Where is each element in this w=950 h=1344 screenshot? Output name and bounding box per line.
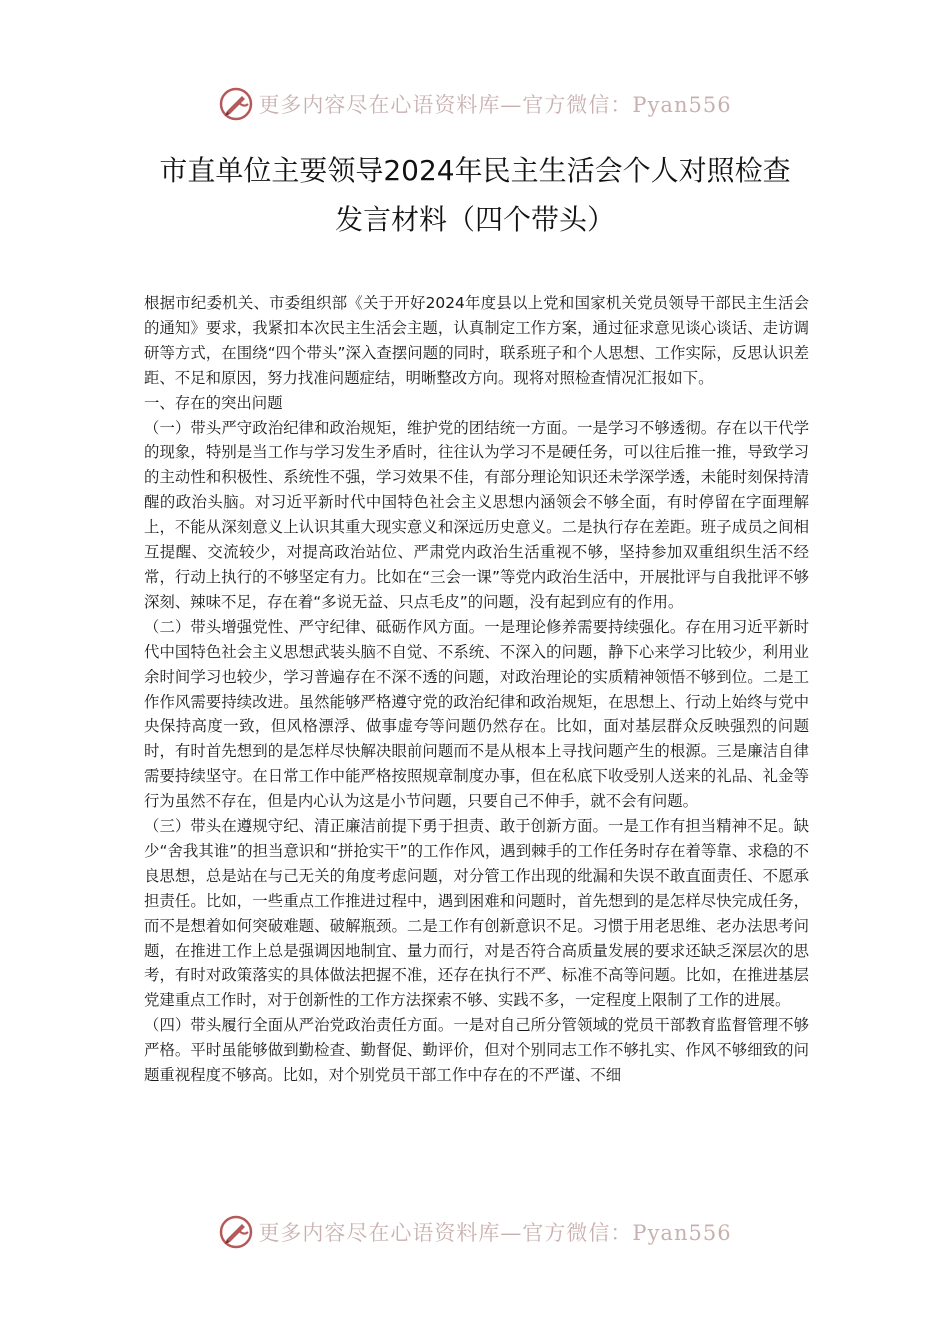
document-body (144, 291, 809, 1088)
pen-logo-icon (218, 86, 254, 122)
body-paragraph: （一）带头严守政治纪律和政治规矩，维护党的团结统一方面。一是学习不够透彻。存在以干代学的现象，特别是当工作与学习发生矛盾时，往往认为学习不是硬任务，可以往后推一推，导致学习的主动性和积极性、系统性不强，学习效果不佳，有部分理论知识还未学深学透，未能时刻保持清醒的政治头脑。对习近平新时代中国特色社会主义思想内涵领会不够全面，有时停留在字面理解上，不能从深刻意义上认识其重大现实意义和深远历史意义。二是执行存在差距。班子成员之间相互提醒、交流较少，对提高政治站位、严肃党内政治生活重视不够，坚持参加双重组织生活不经常，行动上执行的不够坚定有力。比如在“三会一课”等党内政治生活中，开展批评与自我批评不够深刻、辣味不足，存在着“多说无益、只点毛皮”的问题，没有起到应有的作用。 (144, 418, 809, 611)
document-title-line-2: 发言材料（四个带头） (334, 203, 615, 236)
section-heading: 一、存在的突出问题 (144, 393, 283, 412)
watermark-footer (0, 1212, 950, 1252)
pen-logo-icon (218, 1214, 254, 1250)
body-paragraph: （四）带头履行全面从严治党政治责任方面。一是对自己所分管领域的党员干部教育监督管理不够严格。平时虽能够做到勤检查、勤督促、勤评价，但对个别同志工作不够扎实、作风不够细致的问题重视程度不够高。比如，对个别党员干部工作中存在的不严谨、不细 (144, 1016, 809, 1085)
watermark-text: 更多内容尽在心语资料库—官方微信：Pyan556 (258, 1221, 732, 1245)
document-title-line-1: 市直单位主要领导2024年民主生活会个人对照检查 (159, 154, 791, 187)
watermark-header (0, 84, 950, 124)
intro-paragraph: 根据市纪委机关、市委组织部《关于开好2024年度县以上党和国家机关党员领导干部民主生活会的通知》要求，我紧扣本次民主生活会主题，认真制定工作方案，通过征求意见谈心谈话、走访调研等方式，在围绕“四个带头”深入查摆问题的同时，联系班子和个人思想、工作实际，反思认识差距、不足和原因，努力找准问题症结，明晰整改方向。现将对照检查情况汇报如下。 (144, 294, 809, 387)
watermark-text: 更多内容尽在心语资料库—官方微信：Pyan556 (258, 93, 732, 117)
body-paragraph: （三）带头在遵规守纪、清正廉洁前提下勇于担责、敢于创新方面。一是工作有担当精神不足。缺少“舍我其谁”的担当意识和“拼抢实干”的工作作风，遇到棘手的工作任务时存在着等靠、求稳的不良思想，总是站在与己无关的角度考虑问题，对分管工作出现的纰漏和失误不敢直面责任、不愿承担责任。比如，一些重点工作推进过程中，遇到困难和问题时，首先想到的是怎样尽快完成任务，而不是想着如何突破难题、破解瓶颈。二是工作有创新意识不足。习惯于用老思维、老办法思考问题，在推进工作上总是强调因地制宜、量力而行，对是否符合高质量发展的要求还缺乏深层次的思考，有时对政策落实的具体做法把握不准，还存在执行不严、标准不高等问题。比如，在推进基层党建重点工作时，对于创新性的工作方法探索不够、实践不多，一定程度上限制了工作的进展。 (144, 817, 809, 1010)
body-paragraph: （二）带头增强党性、严守纪律、砥砺作风方面。一是理论修养需要持续强化。存在用习近平新时代中国特色社会主义思想武装头脑不自觉、不系统、不深入的问题，静下心来学习比较少，利用业余时间学习也较少，学习普遍存在不深不透的问题，对政治理论的实质精神领悟不够到位。二是工作作风需要持续改进。虽然能够严格遵守党的政治纪律和政治规矩，在思想上、行动上始终与党中央保持高度一致，但风格漂浮、做事虚夸等问题仍然存在。比如，面对基层群众反映强烈的问题时，有时首先想到的是怎样尽快解决眼前问题而不是从根本上寻找问题产生的根源。三是廉洁自律需要持续坚守。在日常工作中能严格按照规章制度办事，但在私底下收受别人送来的礼品、礼金等行为虽然不存在，但是内心认为这是小节问题，只要自己不伸手，就不会有问题。 (144, 617, 809, 811)
